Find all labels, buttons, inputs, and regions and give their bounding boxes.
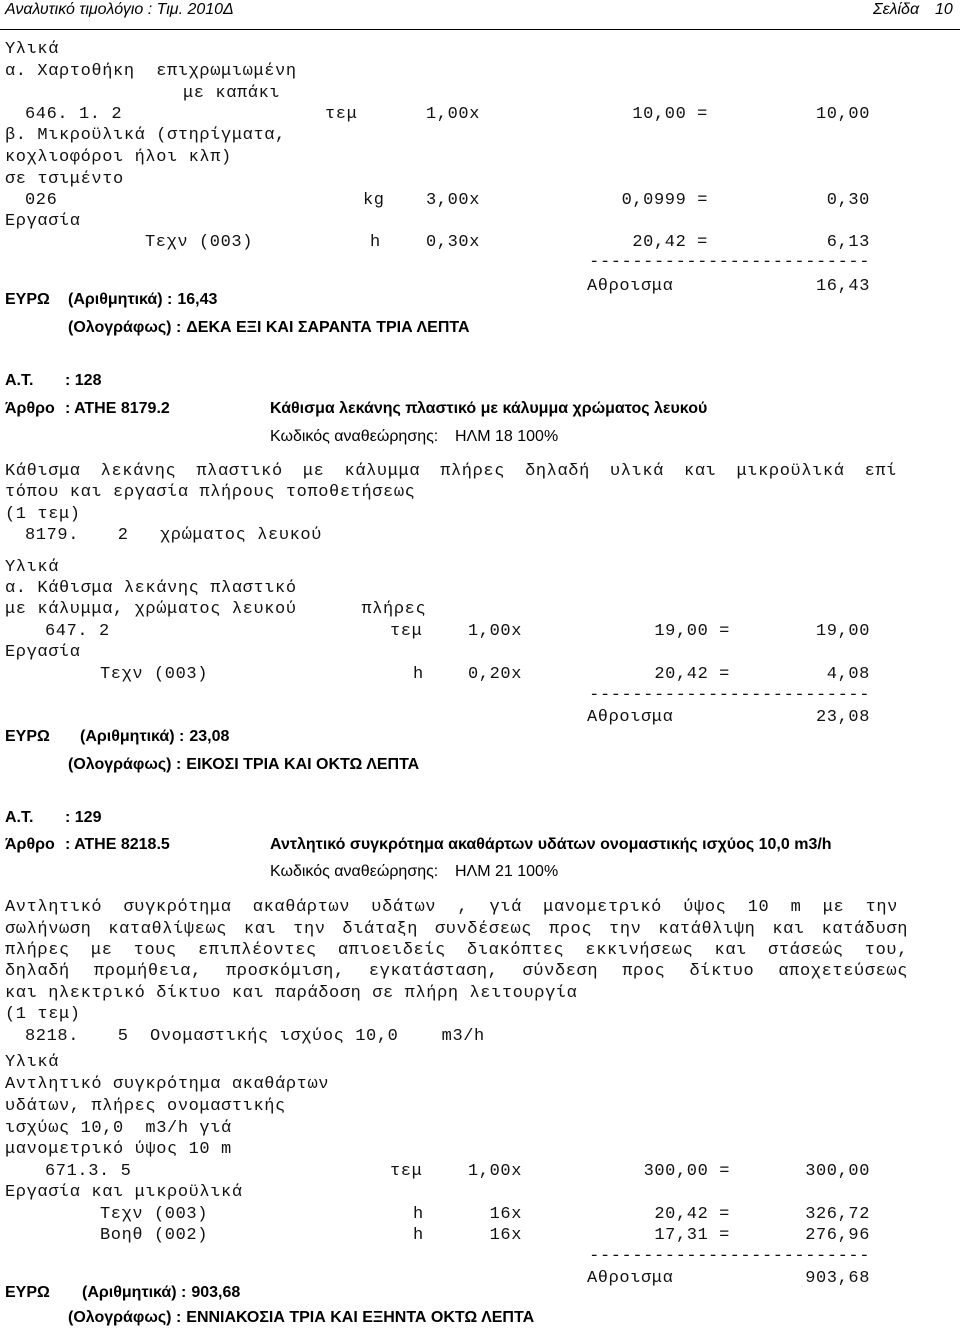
line-total: 6,13 [826,233,870,252]
labor-code: Τεχν (003) [145,233,254,252]
material-description-line: ισχύως 10,0 m3/h γιά [5,1119,232,1138]
article-description-line: τόπου και εργασία πλήρους τοποθετήσεως [5,483,416,502]
unit: τεμ [390,1162,423,1181]
article-number-label: Α.Τ. [5,372,34,389]
material-description-line: β. Μικροϋλικά (στηρίγματα, [5,126,286,145]
materials-heading: Υλικά [5,1053,60,1072]
unit-price: 20,42 = [654,665,730,684]
amount-words-label: (Ολογράφως) : [68,756,182,773]
unit: τεμ [325,105,358,124]
article-description-line: και ηλεκτρικό δίκτυο και παράδοση σε πλήρη λειτουργία [5,984,578,1003]
amount-numeric-label: (Αριθμητικά) : [82,1284,187,1301]
currency-label: ΕΥΡΩ [5,291,50,308]
material-description-line: με κάλυμμα, χρώματος λευκού πλήρες [5,600,427,619]
separator-line: -------------------------- [589,253,870,272]
article-code-label: Άρθρο [5,400,55,417]
line-total: 276,96 [805,1226,870,1245]
article-code-value: : ΑΤΗΕ 8218.5 [65,836,170,853]
amount-numeric-label: (Αριθμητικά) : [68,291,173,308]
separator-line: -------------------------- [589,686,870,705]
labor-heading: Εργασία και μικροϋλικά [5,1183,243,1202]
materials-heading: Υλικά [5,558,60,577]
article-code-label: Άρθρο [5,836,55,853]
article-title: Κάθισμα λεκάνης πλαστικό με κάλυμμα χρώματος λευκού [270,400,708,417]
material-description-line: μανομετρικό ύψος 10 m [5,1140,232,1159]
material-code: 671.3. 5 [45,1162,132,1181]
unit: h [413,1226,424,1245]
spec-code: 8179. 2 [25,526,129,545]
article-description-line: σωλήνωση καταθλίψεως και την διάταξη συνδέσεως προς την κατάθλιψη και κατάδυση [5,920,908,939]
material-description-line: υδάτων, πλήρες ονομαστικής [5,1097,286,1116]
article-code-value: : ΑΤΗΕ 8179.2 [65,400,170,417]
unit-price: 300,00 = [643,1162,730,1181]
unit-price: 0,0999 = [621,191,708,210]
revision-code-label: Κωδικός αναθεώρησης: [270,428,439,445]
labor-code: Τεχν (003) [100,1205,209,1224]
quantity: 0,20x [467,665,522,684]
revision-code-label: Κωδικός αναθεώρησης: [270,863,439,880]
spec-text: Ονομαστικής ισχύος 10,0 m3/h [150,1027,485,1046]
page-number: 10 [935,1,953,18]
unit: h [413,665,424,684]
currency-label: ΕΥΡΩ [5,1284,50,1301]
labor-heading: Εργασία [5,212,81,231]
sum-label: Αθροισμα [587,708,674,727]
material-description-line: α. Χαρτοθήκη επιχρωμιωμένη [5,62,297,81]
line-total: 4,08 [826,665,870,684]
currency-label: ΕΥΡΩ [5,728,50,745]
quantity: 3,00x [425,191,480,210]
unit: h [413,1205,424,1224]
material-description-line: Αντλητικό συγκρότημα ακαθάρτων [5,1075,330,1094]
quantity: 16x [489,1226,522,1245]
unit-price: 10,00 = [632,105,708,124]
article-title: Αντλητικό συγκρότημα ακαθάρτων υδάτων ονομαστικής ισχύος 10,0 m3/h [270,836,832,853]
unit-price: 17,31 = [654,1226,730,1245]
sum-value: 903,68 [805,1269,870,1288]
material-description-line: α. Κάθισμα λεκάνης πλαστικό [5,579,297,598]
material-description-line: σε τσιμέντο [5,170,124,189]
labor-code: Βοηθ (002) [100,1226,209,1245]
material-description-line: με καπάκι [183,84,281,103]
spec-code: 8218. 5 [25,1027,129,1046]
amount-words-value: ΕΝΝΙΑΚΟΣΙΑ ΤΡΙΑ ΚΑΙ ΕΞΗΝΤΑ ΟΚΤΩ ΛΕΠΤΑ [186,1309,535,1326]
amount-numeric-value: 903,68 [191,1284,241,1301]
amount-words-value: ΕΙΚΟΣΙ ΤΡΙΑ ΚΑΙ ΟΚΤΩ ΛΕΠΤΑ [186,756,420,773]
amount-words-value: ΔΕΚΑ ΕΞΙ ΚΑΙ ΣΑΡΑΝΤΑ ΤΡΙΑ ΛΕΠΤΑ [186,319,470,336]
amount-numeric-value: 16,43 [177,291,218,308]
line-total: 19,00 [815,622,870,641]
material-description-line: κοχλιοφόροι ήλοι κλπ) [5,148,232,167]
article-number-value: : 129 [65,809,102,826]
article-description-line: Αντλητικό συγκρότημα ακαθάρτων υδάτων , γιά μανομετρικό ύψος 10 m με την [5,898,898,917]
unit-price: 20,42 = [632,233,708,252]
line-total: 326,72 [805,1205,870,1224]
quantity: 1,00x [467,1162,522,1181]
amount-numeric [68,291,217,309]
page-label: Σελίδα [873,1,920,18]
amount-numeric-label: (Αριθμητικά) : [80,728,185,745]
line-total: 0,30 [826,191,870,210]
separator-line: -------------------------- [589,1247,870,1266]
amount-numeric [80,728,229,746]
quantity: 1,00x [467,622,522,641]
amount-words [68,1309,534,1327]
sum-label: Αθροισμα [587,1269,674,1288]
article-number-value: : 128 [65,372,102,389]
line-total: 10,00 [815,105,870,124]
sum-value: 16,43 [815,277,870,296]
amount-words [68,319,470,337]
revision-code-value: ΗΛΜ 21 100% [455,863,559,880]
unit-of-measure: (1 τεμ) [5,505,81,524]
amount-words-label: (Ολογράφως) : [68,319,182,336]
article-description-line: πλήρες με τους επιπλέοντες απιοειδείς διακόπτες εκκινήσεως και στάσεώς του, [5,941,908,960]
unit-price: 20,42 = [654,1205,730,1224]
document-header-title: Αναλυτικό τιμολόγιο : Τιμ. 2010Δ [5,1,234,18]
article-description-line: δηλαδή προμήθεια, προσκόμιση, εγκατάσταση, σύνδεση προς δίκτυο αποχετεύσεως [5,962,908,981]
sum-label: Αθροισμα [587,277,674,296]
amount-numeric-value: 23,08 [189,728,230,745]
amount-words [68,756,419,774]
material-code: 647. 2 [45,622,110,641]
quantity: 0,30x [425,233,480,252]
unit: τεμ [390,622,423,641]
unit-price: 19,00 = [654,622,730,641]
amount-words-label: (Ολογράφως) : [68,1309,182,1326]
labor-code: Τεχν (003) [100,665,209,684]
quantity: 1,00x [425,105,480,124]
spec-text: χρώματος λευκού [160,526,323,545]
line-total: 300,00 [805,1162,870,1181]
material-code: 026 [25,191,58,210]
revision-code-value: ΗΛΜ 18 100% [455,428,559,445]
article-number-label: Α.Τ. [5,809,34,826]
materials-heading: Υλικά [5,40,60,59]
sum-value: 23,08 [815,708,870,727]
unit: h [370,233,381,252]
labor-heading: Εργασία [5,643,81,662]
unit-of-measure: (1 τεμ) [5,1005,81,1024]
quantity: 16x [489,1205,522,1224]
header-rule [0,29,960,30]
material-code: 646. 1. 2 [25,105,123,124]
unit: kg [363,191,385,210]
amount-numeric [82,1284,240,1302]
article-description-line: Κάθισμα λεκάνης πλαστικό με κάλυμμα πλήρες δηλαδή υλικά και μικροϋλικά επί [5,462,897,481]
